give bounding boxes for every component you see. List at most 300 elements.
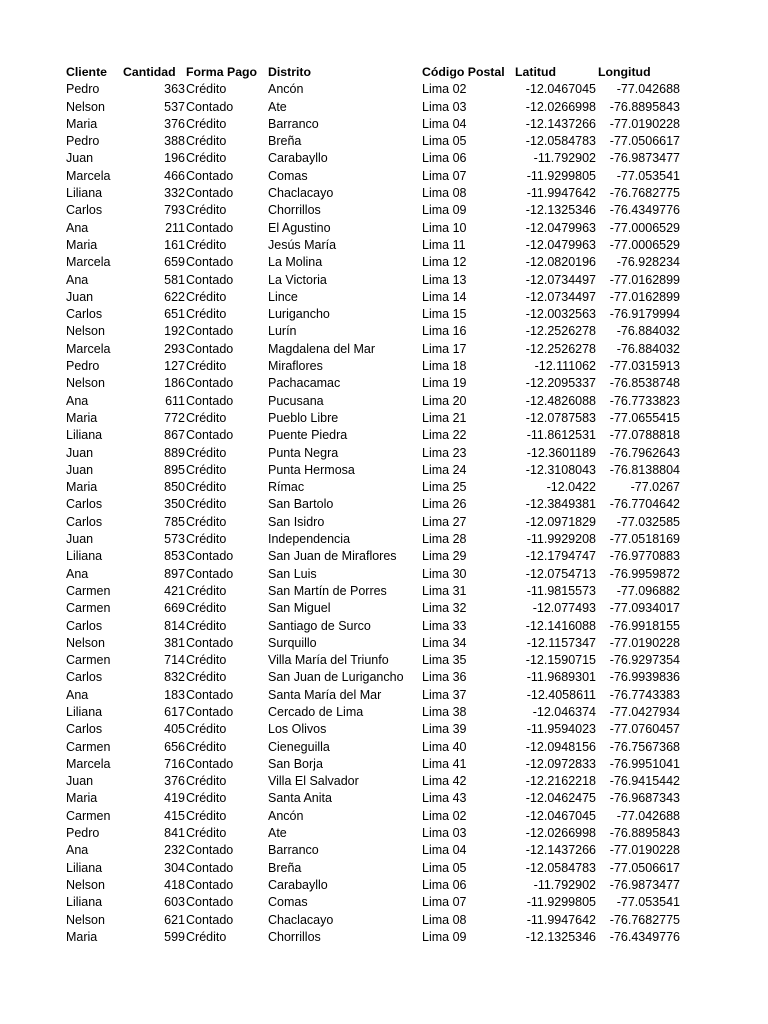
cell-distrito: Breña xyxy=(268,134,302,149)
cell-distrito: Chaclacayo xyxy=(268,912,334,927)
cell-cliente: Carlos xyxy=(66,618,103,633)
table-row xyxy=(66,479,686,496)
cell-distrito: Chorrillos xyxy=(268,203,321,218)
cell-forma-pago: Crédito xyxy=(186,359,227,374)
cell-distrito: Breña xyxy=(268,860,302,875)
cell-distrito: Miraflores xyxy=(268,359,323,374)
cell-cliente: Nelson xyxy=(66,635,105,650)
cell-longitud: -76.9297354 xyxy=(609,653,680,668)
cell-distrito: Magdalena del Mar xyxy=(268,341,376,356)
cell-cliente: Juan xyxy=(66,532,94,547)
table-row xyxy=(66,618,686,635)
cell-codigo-postal: Lima 07 xyxy=(422,168,467,183)
cell-longitud: -77.0006529 xyxy=(609,220,680,235)
cell-cantidad: 716 xyxy=(164,756,185,771)
cell-cliente: Pedro xyxy=(66,359,100,374)
cell-cantidad: 419 xyxy=(164,791,185,806)
cell-forma-pago: Crédito xyxy=(186,929,227,944)
table-row xyxy=(66,566,686,583)
cell-distrito: Comas xyxy=(268,168,308,183)
cell-cliente: Marcela xyxy=(66,756,111,771)
cell-forma-pago: Crédito xyxy=(186,722,227,737)
cell-codigo-postal: Lima 08 xyxy=(422,186,467,201)
header-distrito: Distrito xyxy=(268,65,312,79)
table-row xyxy=(66,272,686,289)
cell-distrito: El Agustino xyxy=(268,220,331,235)
cell-latitud: -11.9299805 xyxy=(526,168,596,183)
cell-longitud: -77.042688 xyxy=(616,82,680,97)
table-row xyxy=(66,496,686,513)
table-row xyxy=(66,375,686,392)
cell-latitud: -12.4826088 xyxy=(525,393,596,408)
cell-latitud: -12.1437266 xyxy=(525,116,596,131)
cell-longitud: -76.7704642 xyxy=(609,497,680,512)
cell-forma-pago: Contado xyxy=(186,341,234,356)
cell-distrito: Santa María del Mar xyxy=(268,687,382,702)
cell-latitud: -12.111062 xyxy=(534,359,596,374)
cell-longitud: -76.9179994 xyxy=(609,307,680,322)
cell-cliente: Carlos xyxy=(66,203,103,218)
cell-cantidad: 599 xyxy=(164,929,185,944)
cell-distrito: San Isidro xyxy=(268,514,325,529)
cell-longitud: -76.8538748 xyxy=(609,376,680,391)
header-cliente: Cliente xyxy=(66,65,107,79)
cell-cliente: Juan xyxy=(66,774,94,789)
header-row xyxy=(66,64,686,81)
cell-latitud: -11.9815573 xyxy=(526,583,596,598)
table-row xyxy=(66,99,686,116)
cell-latitud: -12.0266998 xyxy=(525,99,596,114)
cell-longitud: -77.032585 xyxy=(616,514,680,529)
cell-longitud: -77.0006529 xyxy=(609,237,680,252)
cell-codigo-postal: Lima 02 xyxy=(422,808,467,823)
cell-latitud: -12.1325346 xyxy=(525,929,596,944)
cell-codigo-postal: Lima 03 xyxy=(422,826,467,841)
cell-cliente: Nelson xyxy=(66,99,105,114)
cell-distrito: Barranco xyxy=(268,843,319,858)
cell-longitud: -77.0162899 xyxy=(609,272,680,287)
table-row xyxy=(66,929,686,946)
cell-cliente: Carmen xyxy=(66,808,111,823)
cell-distrito: San Juan de Lurigancho xyxy=(268,670,404,685)
cell-forma-pago: Crédito xyxy=(186,480,227,495)
cell-forma-pago: Contado xyxy=(186,635,234,650)
cell-latitud: -12.0462475 xyxy=(525,791,596,806)
cell-distrito: Punta Hermosa xyxy=(268,462,355,477)
cell-latitud: -12.0787583 xyxy=(525,410,596,425)
cell-distrito: Ate xyxy=(268,99,287,114)
table-row xyxy=(66,220,686,237)
cell-forma-pago: Contado xyxy=(186,220,234,235)
cell-forma-pago: Crédito xyxy=(186,808,227,823)
cell-longitud: -76.9770883 xyxy=(609,549,680,564)
cell-forma-pago: Contado xyxy=(186,860,234,875)
cell-longitud: -76.7682775 xyxy=(609,912,680,927)
cell-longitud: -77.0427934 xyxy=(609,704,680,719)
cell-forma-pago: Contado xyxy=(186,99,234,114)
cell-codigo-postal: Lima 32 xyxy=(422,601,467,616)
cell-cliente: Carlos xyxy=(66,497,103,512)
cell-longitud: -76.7962643 xyxy=(609,445,680,460)
cell-forma-pago: Crédito xyxy=(186,583,227,598)
table-row xyxy=(66,514,686,531)
cell-cantidad: 192 xyxy=(164,324,185,339)
cell-latitud: -12.2526278 xyxy=(525,341,596,356)
cell-longitud: -76.4349776 xyxy=(609,929,680,944)
cell-latitud: -12.3849381 xyxy=(525,497,596,512)
cell-latitud: -12.1416088 xyxy=(525,618,596,633)
cell-longitud: -76.9415442 xyxy=(609,774,680,789)
cell-forma-pago: Crédito xyxy=(186,653,227,668)
cell-distrito: Pucusana xyxy=(268,393,324,408)
cell-forma-pago: Crédito xyxy=(186,532,227,547)
cell-cliente: Maria xyxy=(66,791,98,806)
cell-latitud: -11.9299805 xyxy=(526,895,596,910)
table-row xyxy=(66,548,686,565)
table-row xyxy=(66,168,686,185)
cell-distrito: Lince xyxy=(268,289,298,304)
cell-latitud: -12.0584783 xyxy=(525,134,596,149)
cell-distrito: Independencia xyxy=(268,532,351,547)
cell-cantidad: 621 xyxy=(164,912,185,927)
cell-forma-pago: Contado xyxy=(186,704,234,719)
cell-longitud: -77.0190228 xyxy=(609,116,680,131)
cell-distrito: Rímac xyxy=(268,480,305,495)
data-table xyxy=(66,64,686,946)
cell-cliente: Ana xyxy=(66,843,89,858)
cell-forma-pago: Contado xyxy=(186,877,234,892)
cell-codigo-postal: Lima 26 xyxy=(422,497,467,512)
cell-longitud: -76.4349776 xyxy=(609,203,680,218)
cell-latitud: -12.0584783 xyxy=(525,860,596,875)
cell-cliente: Marcela xyxy=(66,255,111,270)
cell-latitud: -12.0467045 xyxy=(525,808,596,823)
cell-distrito: Cercado de Lima xyxy=(268,704,364,719)
cell-latitud: -11.9947642 xyxy=(526,912,596,927)
cell-longitud: -76.928234 xyxy=(616,255,680,270)
cell-forma-pago: Crédito xyxy=(186,601,227,616)
cell-cantidad: 622 xyxy=(164,289,185,304)
cell-distrito: Surquillo xyxy=(268,635,317,650)
cell-longitud: -76.7733823 xyxy=(609,393,680,408)
cell-cliente: Ana xyxy=(66,393,89,408)
cell-codigo-postal: Lima 35 xyxy=(422,653,467,668)
cell-distrito: Ancón xyxy=(268,82,304,97)
cell-latitud: -12.2095337 xyxy=(525,376,596,391)
cell-distrito: Los Olivos xyxy=(268,722,327,737)
cell-cliente: Nelson xyxy=(66,324,105,339)
cell-cliente: Carlos xyxy=(66,722,103,737)
cell-codigo-postal: Lima 40 xyxy=(422,739,467,754)
cell-cliente: Carmen xyxy=(66,601,111,616)
cell-latitud: -12.0754713 xyxy=(525,566,596,581)
cell-longitud: -77.0934017 xyxy=(609,601,680,616)
cell-cantidad: 603 xyxy=(164,895,185,910)
cell-cantidad: 895 xyxy=(164,462,185,477)
table-row xyxy=(66,202,686,219)
cell-cliente: Pedro xyxy=(66,826,100,841)
table-row xyxy=(66,116,686,133)
cell-latitud: -12.3601189 xyxy=(526,445,596,460)
cell-forma-pago: Contado xyxy=(186,255,234,270)
table-row xyxy=(66,185,686,202)
header-cantidad: Cantidad xyxy=(123,65,176,79)
cell-forma-pago: Crédito xyxy=(186,82,227,97)
cell-longitud: -76.7567368 xyxy=(609,739,680,754)
cell-cantidad: 161 xyxy=(164,237,185,252)
cell-forma-pago: Crédito xyxy=(186,289,227,304)
cell-cantidad: 363 xyxy=(164,82,185,97)
table-row xyxy=(66,133,686,150)
cell-forma-pago: Crédito xyxy=(186,774,227,789)
cell-codigo-postal: Lima 27 xyxy=(422,514,467,529)
cell-cliente: Nelson xyxy=(66,376,105,391)
cell-codigo-postal: Lima 13 xyxy=(422,272,467,287)
cell-forma-pago: Crédito xyxy=(186,497,227,512)
cell-forma-pago: Contado xyxy=(186,168,234,183)
cell-codigo-postal: Lima 42 xyxy=(422,774,467,789)
cell-latitud: -11.792902 xyxy=(533,151,596,166)
cell-longitud: -76.9939836 xyxy=(609,670,680,685)
cell-distrito: San Miguel xyxy=(268,601,331,616)
table-row xyxy=(66,306,686,323)
cell-cliente: Maria xyxy=(66,929,98,944)
cell-codigo-postal: Lima 30 xyxy=(422,566,467,581)
cell-latitud: -12.1437266 xyxy=(525,843,596,858)
cell-cliente: Ana xyxy=(66,687,89,702)
cell-cantidad: 889 xyxy=(164,445,185,460)
cell-distrito: Lurigancho xyxy=(268,307,330,322)
table-body xyxy=(66,81,686,946)
cell-distrito: Santa Anita xyxy=(268,791,332,806)
cell-distrito: Pachacamac xyxy=(268,376,341,391)
cell-codigo-postal: Lima 12 xyxy=(422,255,467,270)
cell-cliente: Marcela xyxy=(66,341,111,356)
cell-longitud: -76.9959872 xyxy=(609,566,680,581)
cell-cantidad: 850 xyxy=(164,480,185,495)
cell-cantidad: 405 xyxy=(164,722,185,737)
cell-cliente: Liliana xyxy=(66,549,103,564)
cell-forma-pago: Crédito xyxy=(186,670,227,685)
cell-cantidad: 573 xyxy=(164,532,185,547)
cell-cantidad: 350 xyxy=(164,497,185,512)
cell-cliente: Nelson xyxy=(66,912,105,927)
cell-distrito: San Luis xyxy=(268,566,317,581)
cell-codigo-postal: Lima 05 xyxy=(422,134,467,149)
cell-latitud: -11.8612531 xyxy=(526,428,596,443)
cell-longitud: -77.0315913 xyxy=(609,359,680,374)
cell-distrito: Lurín xyxy=(268,324,297,339)
cell-cantidad: 832 xyxy=(164,670,185,685)
cell-cantidad: 421 xyxy=(164,583,185,598)
cell-latitud: -12.0820196 xyxy=(525,255,596,270)
table-row xyxy=(66,739,686,756)
cell-latitud: -12.0734497 xyxy=(525,289,596,304)
cell-cliente: Juan xyxy=(66,462,94,477)
table-row xyxy=(66,842,686,859)
table-row xyxy=(66,687,686,704)
cell-longitud: -77.053541 xyxy=(616,895,680,910)
cell-cliente: Carlos xyxy=(66,514,103,529)
cell-cantidad: 537 xyxy=(164,99,185,114)
cell-latitud: -12.0948156 xyxy=(525,739,596,754)
cell-latitud: -12.0971829 xyxy=(525,514,596,529)
cell-cliente: Ana xyxy=(66,272,89,287)
cell-codigo-postal: Lima 08 xyxy=(422,912,467,927)
table-row xyxy=(66,669,686,686)
cell-longitud: -76.7682775 xyxy=(609,186,680,201)
cell-forma-pago: Contado xyxy=(186,272,234,287)
cell-distrito: La Molina xyxy=(268,255,323,270)
cell-cliente: Carmen xyxy=(66,739,111,754)
table-row xyxy=(66,756,686,773)
cell-forma-pago: Contado xyxy=(186,186,234,201)
cell-cliente: Carlos xyxy=(66,307,103,322)
cell-longitud: -77.0190228 xyxy=(609,635,680,650)
cell-codigo-postal: Lima 07 xyxy=(422,895,467,910)
cell-longitud: -76.9918155 xyxy=(609,618,680,633)
cell-cantidad: 466 xyxy=(164,168,185,183)
cell-cantidad: 867 xyxy=(164,428,185,443)
cell-forma-pago: Crédito xyxy=(186,307,227,322)
cell-latitud: -11.9947642 xyxy=(526,186,596,201)
cell-cliente: Liliana xyxy=(66,186,103,201)
cell-cliente: Liliana xyxy=(66,860,103,875)
cell-codigo-postal: Lima 04 xyxy=(422,843,467,858)
cell-cantidad: 897 xyxy=(164,566,185,581)
cell-cantidad: 211 xyxy=(165,220,185,235)
cell-latitud: -12.2162218 xyxy=(525,774,596,789)
table-row xyxy=(66,912,686,929)
cell-latitud: -12.4058611 xyxy=(526,687,596,702)
table-row xyxy=(66,427,686,444)
cell-latitud: -12.0422 xyxy=(546,480,596,495)
cell-codigo-postal: Lima 03 xyxy=(422,99,467,114)
cell-distrito: La Victoria xyxy=(268,272,327,287)
cell-latitud: -12.1590715 xyxy=(525,653,596,668)
cell-cliente: Marcela xyxy=(66,168,111,183)
table-row xyxy=(66,237,686,254)
cell-latitud: -12.2526278 xyxy=(525,324,596,339)
cell-longitud: -76.884032 xyxy=(616,324,680,339)
cell-cantidad: 381 xyxy=(164,635,185,650)
cell-longitud: -77.053541 xyxy=(616,168,680,183)
cell-longitud: -77.096882 xyxy=(616,583,680,598)
cell-codigo-postal: Lima 04 xyxy=(422,116,467,131)
cell-longitud: -77.0506617 xyxy=(609,860,680,875)
cell-distrito: Puente Piedra xyxy=(268,428,348,443)
cell-latitud: -11.9689301 xyxy=(526,670,596,685)
cell-cliente: Juan xyxy=(66,289,94,304)
cell-distrito: Chorrillos xyxy=(268,929,321,944)
cell-forma-pago: Contado xyxy=(186,687,234,702)
cell-cliente: Pedro xyxy=(66,134,100,149)
cell-longitud: -76.9873477 xyxy=(609,151,680,166)
cell-cantidad: 415 xyxy=(164,808,185,823)
cell-cantidad: 332 xyxy=(164,186,185,201)
cell-cliente: Liliana xyxy=(66,704,103,719)
cell-distrito: San Bartolo xyxy=(268,497,334,512)
cell-cliente: Liliana xyxy=(66,428,103,443)
cell-forma-pago: Contado xyxy=(186,549,234,564)
cell-distrito: Ancón xyxy=(268,808,304,823)
cell-codigo-postal: Lima 18 xyxy=(422,359,467,374)
cell-distrito: Cieneguilla xyxy=(268,739,330,754)
table-row xyxy=(66,635,686,652)
cell-forma-pago: Crédito xyxy=(186,826,227,841)
cell-cantidad: 669 xyxy=(164,601,185,616)
cell-forma-pago: Contado xyxy=(186,324,234,339)
cell-latitud: -11.9594023 xyxy=(526,722,596,737)
cell-latitud: -12.046374 xyxy=(532,704,596,719)
cell-distrito: Pueblo Libre xyxy=(268,410,339,425)
cell-latitud: -12.0266998 xyxy=(525,826,596,841)
cell-codigo-postal: Lima 19 xyxy=(422,376,467,391)
header-latitud: Latitud xyxy=(515,65,556,79)
cell-forma-pago: Crédito xyxy=(186,237,227,252)
cell-cantidad: 388 xyxy=(164,134,185,149)
cell-codigo-postal: Lima 20 xyxy=(422,393,467,408)
table-row xyxy=(66,860,686,877)
cell-latitud: -11.792902 xyxy=(533,877,596,892)
table-row xyxy=(66,410,686,427)
cell-codigo-postal: Lima 29 xyxy=(422,549,467,564)
cell-codigo-postal: Lima 33 xyxy=(422,618,467,633)
cell-forma-pago: Crédito xyxy=(186,134,227,149)
table-row xyxy=(66,445,686,462)
table-row xyxy=(66,341,686,358)
table-row xyxy=(66,254,686,271)
cell-longitud: -76.9873477 xyxy=(609,877,680,892)
cell-cantidad: 714 xyxy=(164,653,185,668)
cell-cantidad: 793 xyxy=(164,203,185,218)
cell-cliente: Carmen xyxy=(66,583,111,598)
cell-forma-pago: Contado xyxy=(186,895,234,910)
header-forma-pago: Forma Pago xyxy=(186,65,258,79)
cell-cantidad: 581 xyxy=(164,272,185,287)
cell-cantidad: 376 xyxy=(164,116,185,131)
cell-codigo-postal: Lima 06 xyxy=(422,151,467,166)
cell-cliente: Pedro xyxy=(66,82,100,97)
cell-cantidad: 183 xyxy=(164,687,185,702)
cell-cantidad: 611 xyxy=(165,393,185,408)
table-row xyxy=(66,721,686,738)
table-row xyxy=(66,289,686,306)
cell-codigo-postal: Lima 25 xyxy=(422,480,467,495)
cell-cliente: Nelson xyxy=(66,877,105,892)
cell-latitud: -12.1325346 xyxy=(525,203,596,218)
cell-codigo-postal: Lima 22 xyxy=(422,428,467,443)
cell-codigo-postal: Lima 21 xyxy=(422,410,467,425)
cell-forma-pago: Crédito xyxy=(186,445,227,460)
cell-codigo-postal: Lima 16 xyxy=(422,324,467,339)
cell-cantidad: 785 xyxy=(164,514,185,529)
table-row xyxy=(66,393,686,410)
cell-cantidad: 617 xyxy=(164,704,185,719)
cell-latitud: -12.0032563 xyxy=(525,307,596,322)
cell-cantidad: 841 xyxy=(164,826,185,841)
cell-cliente: Maria xyxy=(66,410,98,425)
cell-forma-pago: Contado xyxy=(186,393,234,408)
cell-longitud: -76.8895843 xyxy=(609,99,680,114)
cell-cliente: Maria xyxy=(66,237,98,252)
cell-codigo-postal: Lima 24 xyxy=(422,462,467,477)
table-row xyxy=(66,704,686,721)
cell-distrito: Barranco xyxy=(268,116,319,131)
cell-cantidad: 656 xyxy=(164,739,185,754)
cell-codigo-postal: Lima 10 xyxy=(422,220,467,235)
cell-forma-pago: Contado xyxy=(186,566,234,581)
